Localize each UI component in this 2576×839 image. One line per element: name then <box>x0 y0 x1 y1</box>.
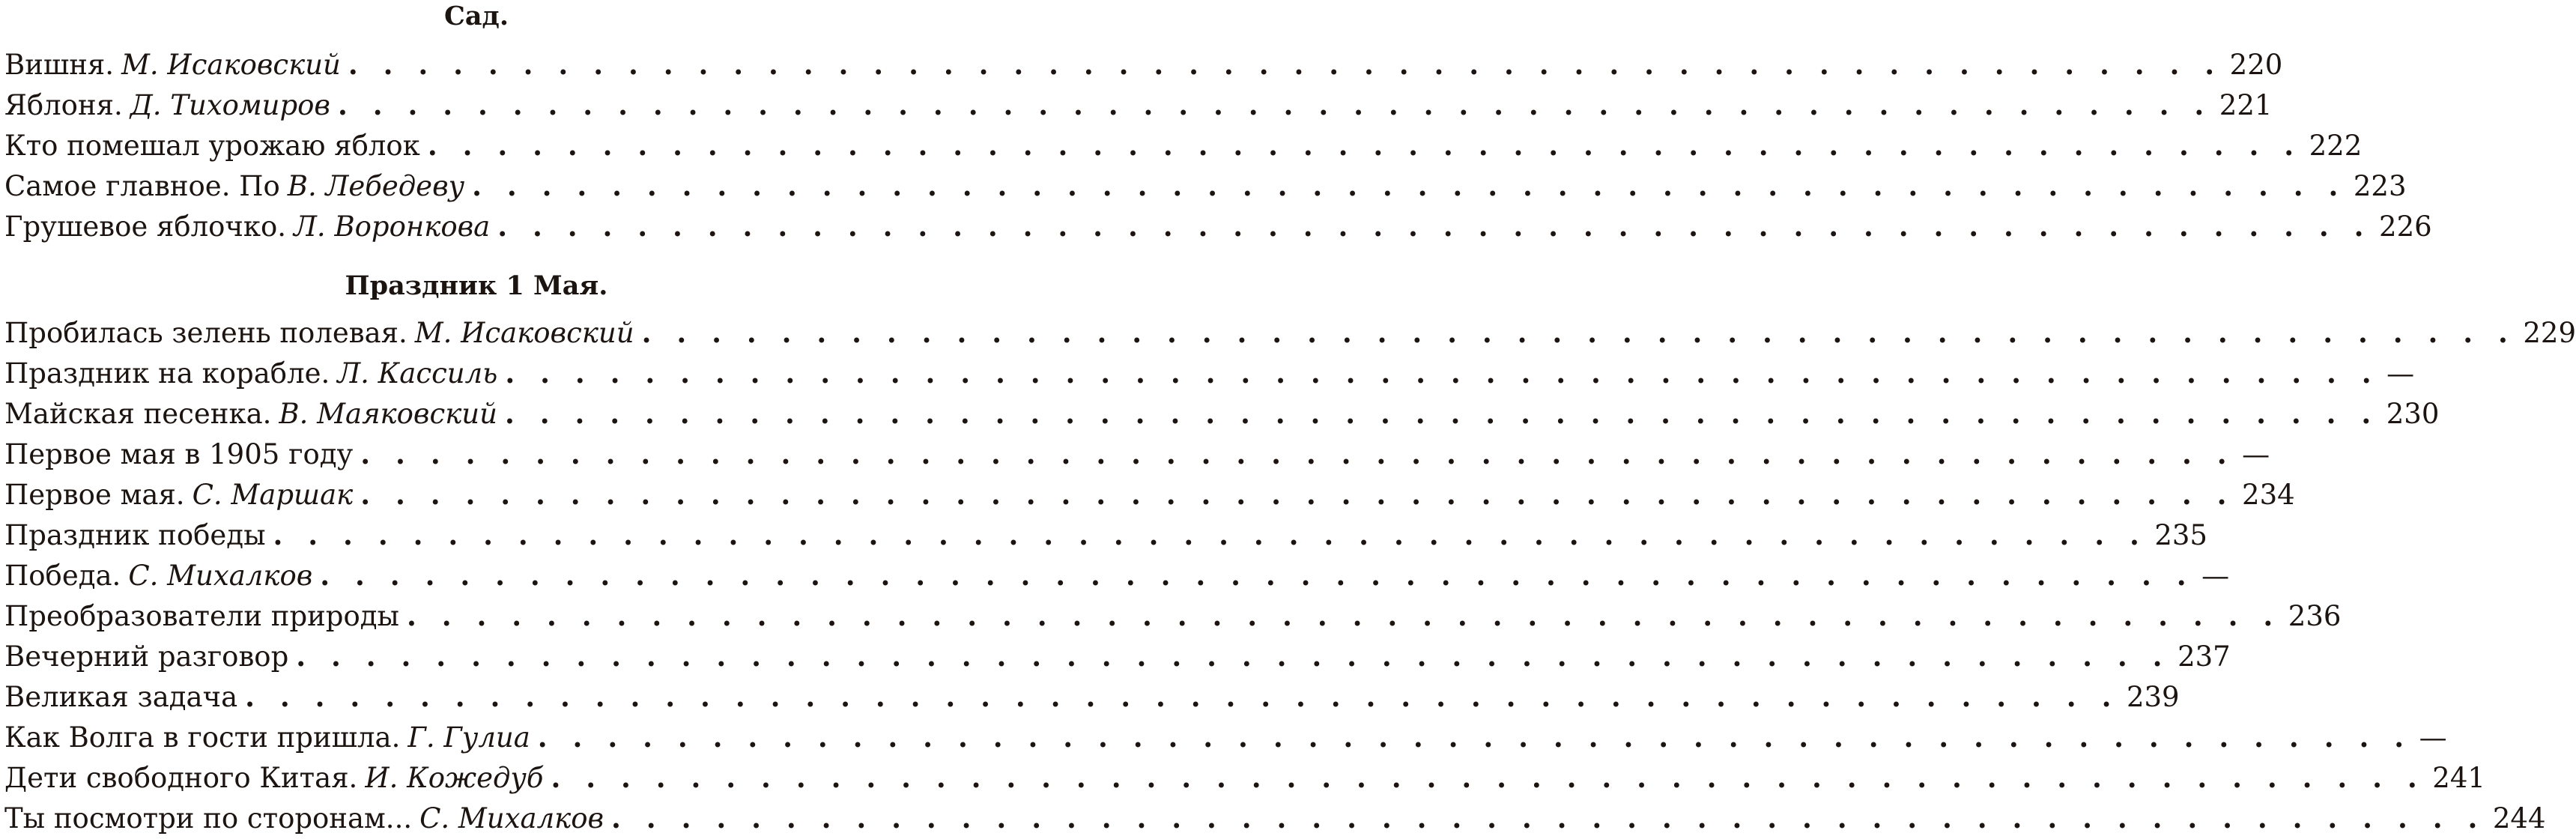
entry-title: Грушевое яблочко. <box>4 210 287 243</box>
dot-leader: . . . . . . . . . . . . . . . . . . . . . . . . . . . . . . . . . . . . . . . . . . . . . . . . . . . . . . <box>427 129 2302 162</box>
dot-leader: . . . . . . . . . . . . . . . . . . . . . . . . . . . . . . . . . . . . . . . . . . . . . . . . . . . . . . <box>504 397 2379 430</box>
toc-entry <box>4 800 2546 836</box>
entry-title: Майская песенка. <box>4 398 272 430</box>
entry-author: Л. Воронкова <box>294 210 491 243</box>
entry-page-number: — <box>2419 721 2447 754</box>
dot-leader: . . . . . . . . . . . . . . . . . . . . . . . . . . . . . . . . . . . . . . . . . . . . . . . . . . . . . . <box>537 721 2412 754</box>
entry-author: Г. Гулиа <box>407 721 530 754</box>
entry-page-number: 237 <box>2178 640 2231 673</box>
toc-entry <box>4 127 2363 163</box>
toc-entry <box>4 638 2231 674</box>
entry-page-number: — <box>2242 438 2270 470</box>
toc-entry <box>4 208 2432 244</box>
toc-entry <box>4 87 2273 123</box>
dot-leader: . . . . . . . . . . . . . . . . . . . . . . . . . . . . . . . . . . . . . . . . . . . . . . . . . . . . . . <box>348 48 2222 81</box>
toc-entry <box>4 46 2283 82</box>
dot-leader: . . . . . . . . . . . . . . . . . . . . . . . . . . . . . . . . . . . . . . . . . . . . . . . . . . . . . . <box>296 640 2171 673</box>
toc-entry <box>4 679 2180 715</box>
entry-page-number: 236 <box>2288 600 2342 632</box>
toc-entry <box>4 315 2576 351</box>
entry-title: Вечерний разговор <box>4 640 289 673</box>
entry-page-number: 222 <box>2309 130 2363 162</box>
entry-title: Победа. <box>4 560 121 592</box>
toc-entry <box>4 557 2230 593</box>
dot-leader: . . . . . . . . . . . . . . . . . . . . . . . . . . . . . . . . . . . . . . . . . . . . . . . . . . . . . . <box>641 316 2516 349</box>
entry-author: В. Лебедеву <box>287 170 465 202</box>
entry-author: М. Исаковский <box>414 317 634 349</box>
entry-title: Самое главное. По <box>4 170 280 202</box>
section-heading-sad: Сад. <box>443 1 509 31</box>
entry-author: М. Исаковский <box>121 49 341 81</box>
entry-page-number: 221 <box>2219 89 2273 121</box>
dot-leader: . . . . . . . . . . . . . . . . . . . . . . . . . . . . . . . . . . . . . . . . . . . . . . . . . . . . . . <box>360 478 2235 511</box>
dot-leader: . . . . . . . . . . . . . . . . . . . . . . . . . . . . . . . . . . . . . . . . . . . . . . . . . . . . . . <box>406 599 2281 632</box>
toc-entry <box>4 719 2447 755</box>
entry-author: Л. Кассиль <box>337 357 498 390</box>
entry-title: Праздник победы <box>4 519 266 551</box>
dot-leader: . . . . . . . . . . . . . . . . . . . . . . . . . . . . . . . . . . . . . . . . . . . . . . . . . . . . . . <box>337 88 2212 121</box>
entry-page-number: 226 <box>2379 210 2432 243</box>
entry-page-number: 244 <box>2492 802 2546 835</box>
entry-title: Кто помешал урожаю яблок <box>4 130 420 162</box>
entry-page-number: 235 <box>2154 519 2207 551</box>
dot-leader: . . . . . . . . . . . . . . . . . . . . . . . . . . . . . . . . . . . . . . . . . . . . . . . . . . . . . . <box>497 210 2372 243</box>
toc-entry <box>4 760 2485 796</box>
entry-author: С. Маршак <box>192 479 354 511</box>
dot-leader: . . . . . . . . . . . . . . . . . . . . . . . . . . . . . . . . . . . . . . . . . . . . . . . . . . . . . . <box>320 559 2195 592</box>
entry-title: Праздник на корабле. <box>4 357 330 390</box>
dot-leader: . . . . . . . . . . . . . . . . . . . . . . . . . . . . . . . . . . . . . . . . . . . . . . . . . . . . . . <box>245 680 2119 713</box>
section-heading-prazdnik: Праздник 1 Мая. <box>345 270 608 301</box>
entry-page-number: 229 <box>2523 317 2576 349</box>
dot-leader: . . . . . . . . . . . . . . . . . . . . . . . . . . . . . . . . . . . . . . . . . . . . . . . . . . . . . . <box>273 518 2148 551</box>
entry-author: И. Кожедуб <box>365 762 544 794</box>
entry-title: Как Волга в гости пришла. <box>4 721 401 754</box>
toc-entry <box>4 598 2342 634</box>
entry-page-number: 230 <box>2386 398 2440 430</box>
toc-entry <box>4 436 2270 472</box>
entry-author: В. Маяковский <box>279 398 497 430</box>
entry-title: Первое мая в 1905 году <box>4 438 354 470</box>
entry-author: Д. Тихомиров <box>130 89 330 121</box>
entry-page-number: 234 <box>2242 479 2295 511</box>
dot-leader: . . . . . . . . . . . . . . . . . . . . . . . . . . . . . . . . . . . . . . . . . . . . . . . . . . . . . . <box>611 802 2485 835</box>
toc-entry <box>4 476 2295 512</box>
toc-entry <box>4 396 2440 431</box>
entry-page-number: — <box>2386 357 2415 390</box>
entry-page-number: 223 <box>2353 170 2407 202</box>
entry-title: Яблоня. <box>4 89 123 121</box>
dot-leader: . . . . . . . . . . . . . . . . . . . . . . . . . . . . . . . . . . . . . . . . . . . . . . . . . . . . . . <box>360 437 2235 470</box>
entry-title: Пробилась зелень полевая. <box>4 317 407 349</box>
dot-leader: . . . . . . . . . . . . . . . . . . . . . . . . . . . . . . . . . . . . . . . . . . . . . . . . . . . . . . <box>472 169 2346 202</box>
toc-entry <box>4 517 2207 553</box>
toc-entry <box>4 168 2407 204</box>
entry-author: С. Михалков <box>128 560 313 592</box>
dot-leader: . . . . . . . . . . . . . . . . . . . . . . . . . . . . . . . . . . . . . . . . . . . . . . . . . . . . . . <box>505 357 2380 390</box>
entry-page-number: — <box>2201 560 2230 592</box>
entry-author: С. Михалков <box>419 802 604 835</box>
entry-title: Ты посмотри по сторонам... <box>4 802 413 835</box>
entry-title: Вишня. <box>4 49 115 81</box>
entry-title: Преобразователи природы <box>4 600 399 632</box>
entry-page-number: 241 <box>2432 762 2485 794</box>
entry-page-number: 220 <box>2229 49 2283 81</box>
entry-title: Дети свободного Китая. <box>4 762 358 794</box>
dot-leader: . . . . . . . . . . . . . . . . . . . . . . . . . . . . . . . . . . . . . . . . . . . . . . . . . . . . . . <box>551 761 2425 794</box>
entry-title: Великая задача <box>4 681 238 713</box>
entry-page-number: 239 <box>2126 681 2180 713</box>
entry-title: Первое мая. <box>4 479 185 511</box>
toc-entry <box>4 355 2415 391</box>
